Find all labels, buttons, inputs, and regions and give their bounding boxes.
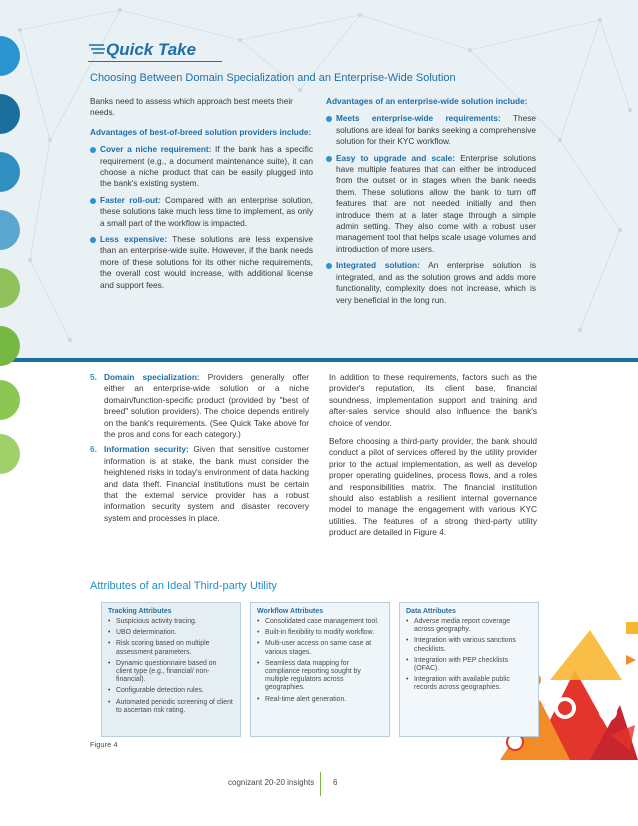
list-item: • Consolidated case management tool. bbox=[257, 618, 383, 626]
page-number: 6 bbox=[333, 778, 338, 787]
quick-take-heading: Choosing Between Domain Specialization and an Enterprise-Wide Solution bbox=[90, 72, 456, 84]
quick-take-panel bbox=[0, 0, 638, 358]
panel-bottom-bar bbox=[0, 358, 638, 362]
quick-take-title: Quick Take bbox=[106, 40, 197, 59]
footer-publication: cognizant 20-20 insights bbox=[228, 778, 315, 787]
list-item: • UBO determination. bbox=[108, 629, 234, 637]
bullet-icon bbox=[326, 156, 332, 162]
best-of-breed-subhead: Advantages of best-of-breed solution providers include: bbox=[90, 126, 312, 137]
list-item: • Risk scoring based on multiple assessment parameters. bbox=[108, 640, 234, 656]
quick-take-intro: Banks need to assess which approach best meets their needs. bbox=[90, 96, 293, 118]
list-item: • Dynamic questionnaire based on client type (e.g., financial/ non-financial). bbox=[108, 660, 234, 685]
list-item: Cover a niche requirement: If the bank has a specific requirement (e.g., a document maintenance suite), it can choose a niche product that can be easily plugged into the bank's existing system. bbox=[90, 144, 313, 190]
list-item: Less expensive: These solutions are less expensive than an enterprise-wide suite. However, if the bank needs more of these solutions for its other niche requirements, the overall cost would increase, with additional license and support fees. bbox=[90, 234, 313, 291]
best-of-breed-list bbox=[90, 144, 313, 291]
list-item: Meets enterprise-wide requirements: These solutions are ideal for banks seeking a comprehensive solution for their KYC workflow. bbox=[326, 113, 536, 147]
list-item: Integrated solution: An enterprise solution is integrated, and as the solution grows and adds more functionality, complexity does not increase, which is very beneficial in the long run. bbox=[326, 260, 536, 306]
list-item: • Integration with available public records across geographies. bbox=[406, 676, 532, 692]
enterprise-list bbox=[326, 113, 536, 306]
body-left-column bbox=[90, 372, 309, 528]
data-attributes-box bbox=[399, 602, 539, 737]
bullet-icon bbox=[90, 198, 96, 204]
body-paragraph: In addition to these requirements, factors such as the provider's reputation, its client base, financial soundness, implementation support and training and after-sales service should also influence the bank's choice of vendor. bbox=[329, 372, 537, 428]
enterprise-subhead: Advantages of an enterprise-wide solution include: bbox=[326, 96, 528, 106]
list-item: • Integration with PEP checklists (OFAC). bbox=[406, 657, 532, 673]
bullet-icon bbox=[326, 263, 332, 269]
tracking-attributes-box bbox=[101, 602, 241, 737]
list-item: • Real-time alert generation. bbox=[257, 696, 383, 704]
quick-take-right-column bbox=[326, 96, 536, 311]
quick-take-left-column bbox=[90, 96, 313, 296]
list-item: Faster roll-out: Compared with an enterprise solution, these solutions take much less time to implement, as only a small part of the workflow is impacted. bbox=[90, 195, 313, 229]
decorative-circle bbox=[0, 434, 20, 474]
tracking-attributes-list bbox=[102, 618, 240, 715]
decorative-circle bbox=[0, 380, 20, 420]
box-heading: Workflow Attributes bbox=[257, 608, 324, 615]
numbered-item: 6. Information security: Given that sensitive customer information is at stake, the bank must consider the heightened risks in today's environment of data hacking and data theft. Financial institutions must be certain that the external service provider has a robust information security system and disaster recovery system and processes in place. bbox=[90, 444, 309, 523]
list-item: • Seamless data mapping for compliance reporting sought by multiple regulators across geographies. bbox=[257, 660, 383, 693]
quick-take-swoosh-icon bbox=[88, 42, 106, 56]
data-attributes-list bbox=[400, 618, 538, 693]
box-heading: Data Attributes bbox=[406, 608, 456, 615]
body-paragraph: Before choosing a third-party provider, the bank should conduct a pilot of services offered by the utility provider prior to the actual implementation, as well as develop proper operating guidelines, process flows, and a roles and responsibilities matrix. The financial institution should also establish a resilient internal governance model to manage the engagement with various KYC utilities. The features of a strong third-party utility product are detailed in Figure 4. bbox=[329, 436, 537, 538]
list-item: • Adverse media report coverage across geography. bbox=[406, 618, 532, 634]
list-item: • Suspicious activity tracing. bbox=[108, 618, 234, 626]
body-right-column bbox=[329, 372, 537, 546]
figure-title: Attributes of an Ideal Third-party Utility bbox=[90, 580, 277, 592]
list-item: • Integration with various sanctions checklists. bbox=[406, 637, 532, 653]
figure-label: Figure 4 bbox=[90, 740, 118, 749]
list-item: • Built-in flexibility to modify workflow. bbox=[257, 629, 383, 637]
workflow-attributes-box bbox=[250, 602, 390, 737]
bullet-icon bbox=[326, 116, 332, 122]
numbered-item: 5. Domain specialization: Providers generally offer either an enterprise-wide solution or a niche domain/function-specific product (provided by "best of breed" solution providers). The choice depends entirely on the bank's requirements. (See Quick Take above for the pros and cons for each category.) bbox=[90, 372, 309, 440]
footer-divider bbox=[320, 772, 321, 796]
list-item: • Multi-user access on same case at various stages. bbox=[257, 640, 383, 656]
list-item: • Automated periodic screening of client to ascertain risk rating. bbox=[108, 699, 234, 715]
list-item: • Configurable detection rules. bbox=[108, 687, 234, 695]
list-item: Easy to upgrade and scale: Enterprise solutions have multiple features that can either be introduced from the outset or in stages when the bank needs them. These solutions allow the bank to turn off features that are not needed initially and then introduce them at a later stage through a simple admin setting. They also come with a robust user management tool that helps scale usage volumes and introduction of more users. bbox=[326, 153, 536, 256]
quick-take-underline bbox=[88, 61, 222, 62]
bullet-icon bbox=[90, 237, 96, 243]
box-heading: Tracking Attributes bbox=[108, 608, 172, 615]
bullet-icon bbox=[90, 147, 96, 153]
workflow-attributes-list bbox=[251, 618, 389, 704]
